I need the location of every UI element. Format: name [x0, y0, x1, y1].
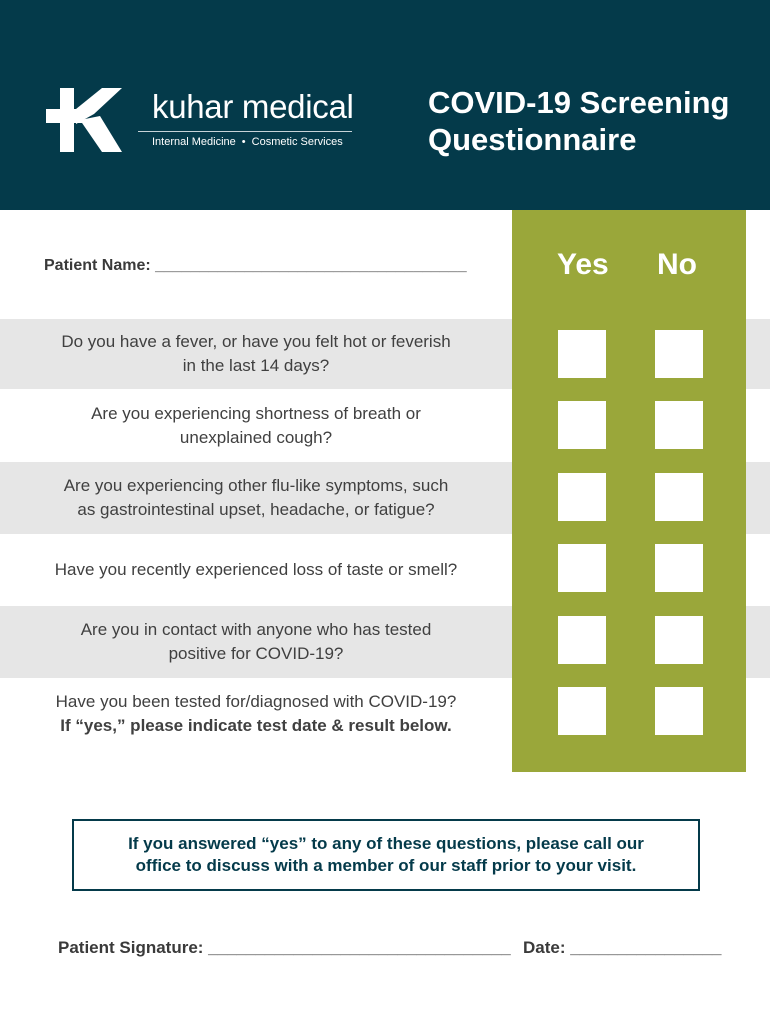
q6-no-checkbox[interactable]: [655, 687, 703, 735]
q3-yes-checkbox[interactable]: [558, 473, 606, 521]
question-text: [0, 534, 512, 606]
question-line: Have you recently experienced loss of taste or smell?: [54, 560, 458, 579]
q2-no-checkbox[interactable]: [655, 401, 703, 449]
question-line: Are you in contact with anyone who has tested: [80, 620, 432, 639]
question-line: Do you have a fever, or have you felt hot or feverish: [61, 332, 451, 351]
title-line-1: COVID-19 Screening: [428, 85, 730, 120]
q2-yes-checkbox[interactable]: [558, 401, 606, 449]
question-text: [0, 606, 512, 678]
q1-no-checkbox[interactable]: [655, 330, 703, 378]
q6-yes-checkbox[interactable]: [558, 687, 606, 735]
question-text: [0, 678, 512, 772]
q4-no-checkbox[interactable]: [655, 544, 703, 592]
tagline-left: Internal Medicine: [152, 136, 236, 148]
title-line-2: Questionnaire: [428, 122, 637, 157]
question-line: positive for COVID-19?: [168, 644, 344, 663]
tagline-right: Cosmetic Services: [251, 136, 343, 148]
answer-column-panel-overlay: [512, 319, 746, 772]
notice-line-2: office to discuss with a member of our staff prior to your visit.: [135, 856, 637, 875]
brand-tagline: [152, 136, 343, 148]
q4-yes-checkbox[interactable]: [558, 544, 606, 592]
notice-box: [72, 819, 700, 891]
date-field[interactable]: Date: ________________: [523, 938, 722, 957]
brand-divider: [138, 131, 352, 132]
question-line: as gastrointestinal upset, headache, or fatigue?: [77, 500, 435, 519]
patient-signature-field[interactable]: Patient Signature: ________________________________: [58, 938, 511, 957]
yes-column-header: Yes: [557, 248, 609, 281]
page-title: [428, 84, 748, 158]
brand-name: kuhar medical: [152, 88, 354, 125]
q5-no-checkbox[interactable]: [655, 616, 703, 664]
question-text: [0, 319, 512, 389]
question-line: in the last 14 days?: [182, 356, 330, 375]
no-column-header: No: [657, 248, 697, 281]
question-line: unexplained cough?: [179, 427, 333, 447]
q3-no-checkbox[interactable]: [655, 473, 703, 521]
q1-yes-checkbox[interactable]: [558, 330, 606, 378]
question-line: Are you experiencing shortness of breath or: [91, 403, 421, 423]
notice-line-1: If you answered “yes” to any of these questions, please call our: [128, 834, 644, 853]
patient-name-field[interactable]: Patient Name: ___________________________________: [44, 257, 467, 274]
question-emphasis-line: If “yes,” please indicate test date & result below.: [60, 716, 452, 735]
header-banner: [0, 0, 770, 210]
kuhar-logo-icon: [44, 88, 124, 152]
question-text: [0, 389, 512, 462]
question-line: Have you been tested for/diagnosed with COVID-19?: [55, 692, 457, 711]
q5-yes-checkbox[interactable]: [558, 616, 606, 664]
question-line: Are you experiencing other flu-like symptoms, such: [63, 476, 449, 495]
question-text: [0, 462, 512, 534]
tagline-separator: •: [241, 136, 246, 148]
